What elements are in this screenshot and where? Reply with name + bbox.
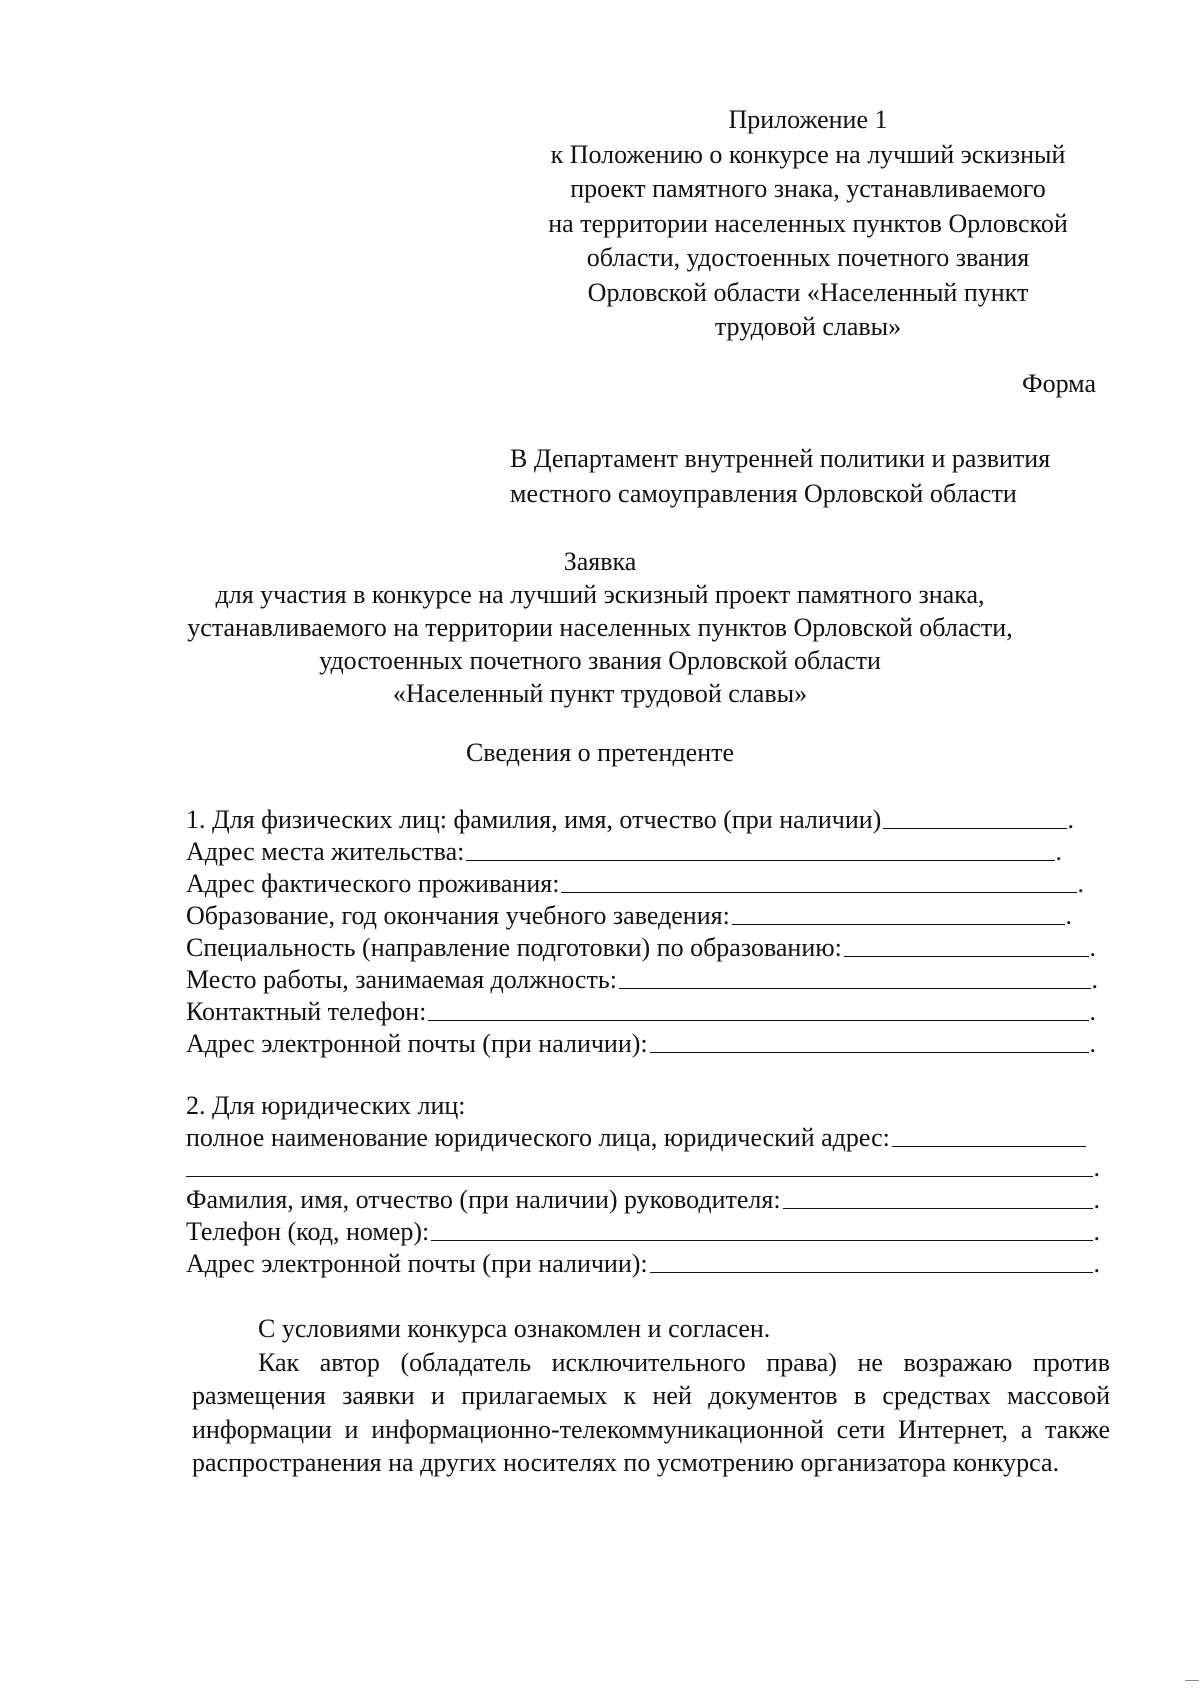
workplace-field[interactable] (186, 964, 1098, 996)
field-end-dot: . (1093, 1185, 1100, 1214)
field-end-dot: . (1093, 1249, 1100, 1278)
field-label: Адрес фактического проживания: (186, 869, 560, 898)
fill-in-line[interactable] (883, 806, 1066, 829)
appendix-line: на территории населенных пунктов Орловской (548, 208, 1068, 238)
legal-entities-heading: 2. Для юридических лиц: (186, 1091, 466, 1120)
field-end-dot: . (1089, 1029, 1096, 1058)
appendix-line: Приложение 1 (728, 105, 888, 134)
specialty-field[interactable] (186, 932, 1096, 964)
field-label: Место работы, занимаемая должность: (186, 965, 617, 994)
fill-in-line[interactable] (428, 998, 1088, 1021)
appendix-line: к Положению о конкурсе на лучший эскизный (550, 139, 1066, 169)
appendix-line: проект памятного знака, устанавливаемого (570, 174, 1046, 203)
field-label: Специальность (направление подготовки) по образованию: (186, 933, 842, 962)
consent-paragraph: Как автор (обладатель исключительного права) не возражаю против размещения заявки и прилагаемых к ней документов в средствах массовой информации и информационно-телекоммуникационной сети Интернет, а также распространения на других носителях по усмотрению организатора конкурса. (192, 1347, 1110, 1477)
field-end-dot: . (1077, 869, 1084, 898)
addressee-block (510, 441, 1150, 511)
legal-phone-field[interactable] (186, 1216, 1100, 1248)
director-name-field[interactable] (186, 1184, 1100, 1216)
contact-phone-field[interactable] (186, 996, 1096, 1028)
fill-in-line[interactable] (783, 1186, 1093, 1209)
field-label: Контактный телефон: (186, 997, 427, 1026)
application-subtitle-line: для участия в конкурсе на лучший эскизный проект памятного знака, (215, 580, 985, 609)
application-subtitle-line: удостоенных почетного звания Орловской области (319, 646, 881, 675)
actual-address-field[interactable] (186, 868, 1084, 900)
closing-block (192, 1312, 1110, 1480)
field-label: Адрес электронной почты (при наличии): (186, 1029, 648, 1058)
fill-in-line[interactable] (561, 870, 1076, 893)
field-end-dot: . (1093, 1217, 1100, 1246)
education-field[interactable] (186, 900, 1072, 932)
residence-address-field[interactable] (186, 836, 1062, 868)
field-end-dot: . (1093, 1153, 1100, 1182)
field-end-dot: . (1067, 805, 1074, 834)
fill-in-line[interactable] (732, 902, 1065, 925)
field-end-dot: . (1055, 837, 1062, 866)
agreement-statement: С условиями конкурса ознакомлен и согласен. (258, 1314, 771, 1343)
field-end-dot: . (1089, 933, 1096, 962)
field-label: полное наименование юридического лица, юридический адрес: (186, 1123, 890, 1152)
fill-in-line[interactable] (186, 1154, 1093, 1177)
field-label: Адрес места жительства: (186, 837, 465, 866)
addressee-line: местного самоуправления Орловской области (510, 479, 1017, 508)
form-label: Форма (1022, 369, 1096, 398)
application-subtitle-line: устанавливаемого на территории населенных пунктов Орловской области, (187, 613, 1013, 642)
section-title: Сведения о претенденте (465, 738, 735, 767)
field-label: 1. Для физических лиц: фамилия, имя, отчество (при наличии) (186, 805, 882, 834)
appendix-line: трудовой славы» (714, 312, 902, 341)
application-title: Заявка (563, 547, 637, 576)
fill-in-line[interactable] (431, 1218, 1092, 1241)
field-end-dot: . (1091, 965, 1098, 994)
addressee-line: В Департамент внутренней политики и развития (510, 444, 1051, 473)
individual-full-name-field[interactable] (186, 804, 1074, 836)
appendix-header (508, 103, 1108, 345)
legal-entity-name-field[interactable] (186, 1122, 1086, 1154)
legal-entity-name-continuation[interactable] (186, 1152, 1100, 1184)
field-label: Телефон (код, номер): (186, 1217, 430, 1246)
field-label: Адрес электронной почты (при наличии): (186, 1249, 648, 1278)
appendix-line: области, удостоенных почетного звания (586, 243, 1030, 272)
fill-in-line[interactable] (466, 838, 1054, 861)
field-label: Фамилия, имя, отчество (при наличии) руководителя: (186, 1185, 781, 1214)
legal-email-field[interactable] (186, 1248, 1100, 1280)
fill-in-line[interactable] (844, 934, 1089, 957)
application-title-block (150, 545, 1050, 710)
application-subtitle-line: «Населенный пункт трудовой славы» (392, 679, 808, 708)
fill-in-line[interactable] (650, 1250, 1093, 1273)
fill-in-line[interactable] (650, 1030, 1089, 1053)
appendix-line: Орловской области «Населенный пункт (587, 277, 1029, 307)
fill-in-line[interactable] (892, 1124, 1086, 1147)
individual-email-field[interactable] (186, 1028, 1096, 1060)
field-end-dot: . (1089, 997, 1096, 1026)
scan-margin-mark (1185, 1680, 1199, 1681)
fill-in-line[interactable] (619, 966, 1091, 989)
field-end-dot: . (1065, 901, 1072, 930)
field-label: Образование, год окончания учебного заведения: (186, 901, 730, 930)
